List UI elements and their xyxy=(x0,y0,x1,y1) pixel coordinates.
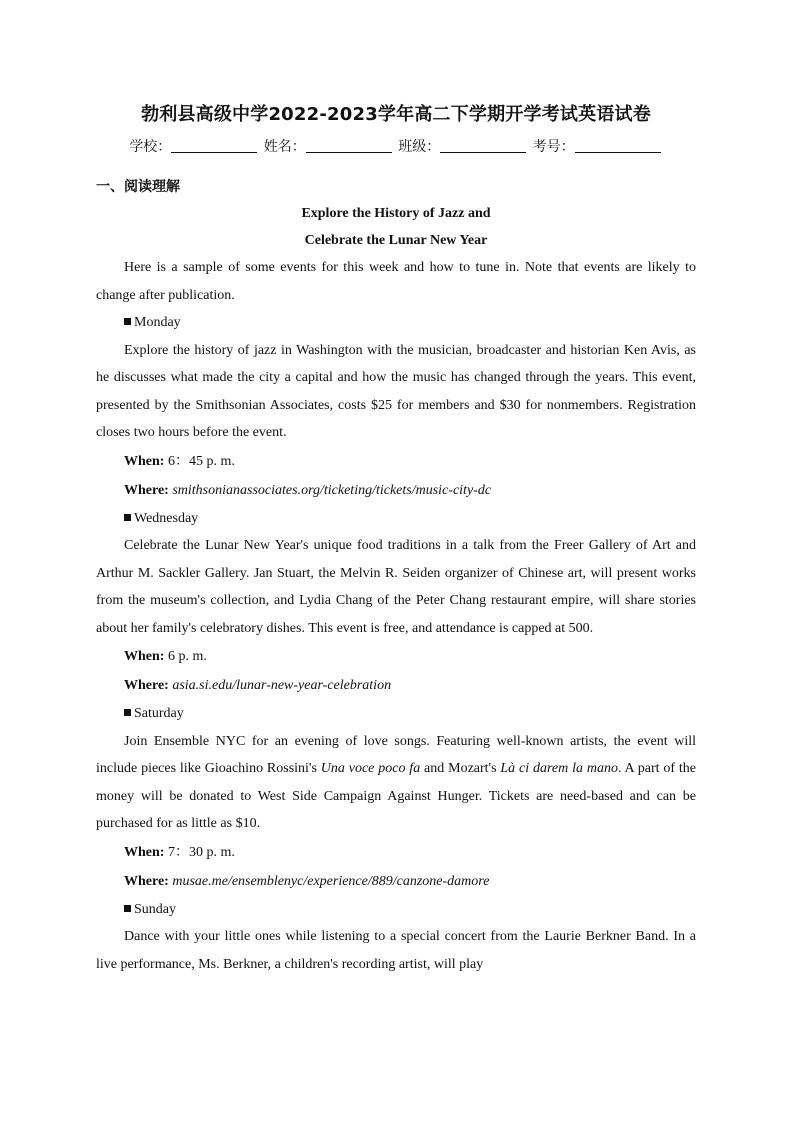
exam-number-field[interactable] xyxy=(575,138,661,153)
square-bullet-icon xyxy=(124,709,131,716)
article-headline-line-1: Explore the History of Jazz and xyxy=(301,206,491,221)
name-field[interactable] xyxy=(306,138,392,153)
event-where-monday: Where: smithsonianassociates.org/ticketing/tickets/music-city-dc xyxy=(124,482,492,498)
square-bullet-icon xyxy=(124,318,131,325)
day-heading-sunday: Sunday xyxy=(96,896,696,924)
event-where-saturday: Where: musae.me/ensemblenyc/experience/889/canzone-damore xyxy=(124,873,490,889)
event-body-sunday: Dance with your little ones while listening to a special concert from the Laurie Berkner Band. In a live performance, Ms. Berkner, a children's recording artist, will play xyxy=(96,929,696,972)
event-when-wednesday: When: 6 p. m. xyxy=(124,649,207,664)
event-body-saturday: Join Ensemble NYC for an evening of love songs. Featuring well-known artists, the event will include pieces like Gioachino Rossini's Una voce poco fa and Mozart's Là ci darem la mano. A part of the money will be donated to West Side Campaign Against Hunger. Tickets are need-based and can be purchased for as little as $10. xyxy=(96,733,696,831)
event-link-monday[interactable]: smithsonianassociates.org/ticketing/tickets/music-city-dc xyxy=(172,482,492,498)
song-title-2: Là ci darem la mano xyxy=(500,761,618,776)
square-bullet-icon xyxy=(124,514,131,521)
day-heading-monday: Monday xyxy=(96,309,696,337)
event-body-monday: Explore the history of jazz in Washington with the musician, broadcaster and historian Ken Avis, as he discusses what made the city a capital and how the music has changed through the years. This event, presented by the Smithsonian Associates, costs $25 for members and $30 for nonmembers. Registration closes two hours before the event. xyxy=(96,342,696,440)
event-where-wednesday: Where: asia.si.edu/lunar-new-year-celebration xyxy=(124,678,392,693)
event-body-wednesday: Celebrate the Lunar New Year's unique food traditions in a talk from the Freer Gallery of Art and Arthur M. Sackler Gallery. Jan Stuart, the Melvin R. Seiden organizer of Chinese art, will present works from the museum's collection, and Lydia Chang of the Peter Chang restaurant empire, will share stories about her family's celebratory dishes. This event is free, and attendance is capped at 500. xyxy=(96,538,696,636)
song-title-1: Una voce poco fa xyxy=(320,761,421,776)
article-intro: Here is a sample of some events for this week and how to tune in. Note that events are likely to change after publication. xyxy=(96,260,696,303)
day-heading-saturday: Saturday xyxy=(96,700,696,728)
event-when-saturday: When: 7：30 p. m. xyxy=(124,844,235,860)
exam-number-label: 考号： xyxy=(532,139,575,155)
class-label: 班级： xyxy=(398,139,441,155)
student-info-row xyxy=(96,136,696,156)
event-link-wednesday[interactable]: asia.si.edu/lunar-new-year-celebration xyxy=(172,678,392,693)
school-label: 学校： xyxy=(129,139,172,155)
day-heading-wednesday: Wednesday xyxy=(96,505,696,533)
event-when-monday: When: 6：45 p. m. xyxy=(124,453,235,469)
school-field[interactable] xyxy=(171,138,257,153)
section-heading: 一、阅读理解 xyxy=(96,179,180,195)
exam-page xyxy=(96,100,696,978)
square-bullet-icon xyxy=(124,905,131,912)
event-link-saturday[interactable]: musae.me/ensemblenyc/experience/889/canzone-damore xyxy=(172,873,490,889)
class-field[interactable] xyxy=(440,138,526,153)
article-headline-line-2: Celebrate the Lunar New Year xyxy=(304,233,488,248)
exam-title: 勃利县高级中学2022-2023学年高二下学期开学考试英语试卷 xyxy=(141,104,651,125)
name-label: 姓名： xyxy=(263,139,306,155)
